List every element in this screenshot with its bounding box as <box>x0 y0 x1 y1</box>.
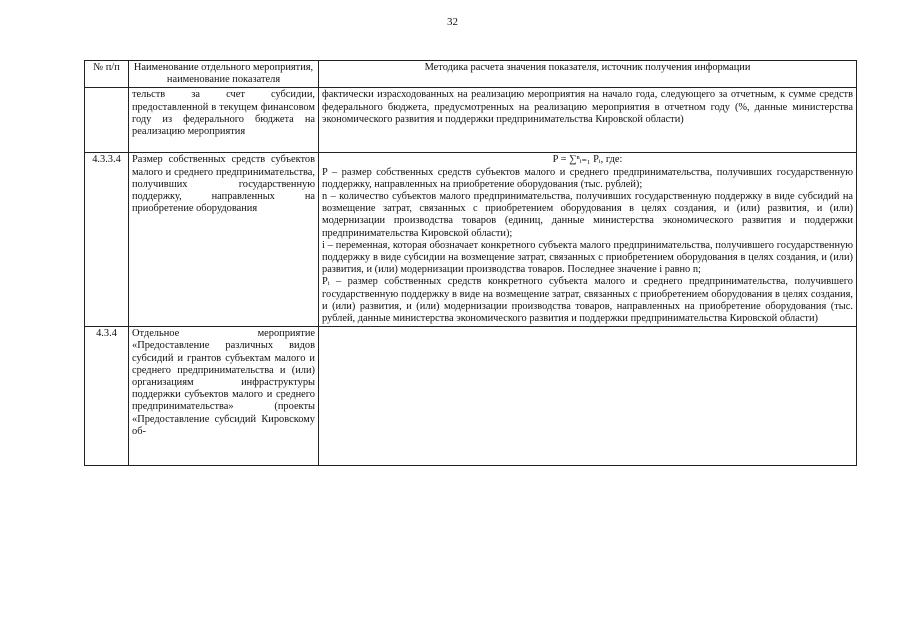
table-row <box>85 153 857 327</box>
cell-num: 4.3.4 <box>85 327 129 466</box>
header-name: Наименование отдельного мероприятия, наименование показателя <box>129 61 319 88</box>
header-num: № п/п <box>85 61 129 88</box>
cell-name: Отдельное мероприятие «Предоставление различных видов субсидий и грантов субъектам малого и среднего предпринимательства и (или) организациям инфраструктуры поддержки субъектов малого и среднего предпринимательства» (проекты «Предоставление субсидий Кировскому об- <box>129 327 319 466</box>
definition-p: P – размер собственных средств субъектов малого и среднего предпринимательства, получивших государственную поддержку, направленных на приобретение оборудования (тыс. рублей); <box>322 166 853 190</box>
definition-n: n – количество субъектов малого предпринимательства, получивших государственную поддержку в виде субсидий на возмещение затрат, связанных с приобретением оборудования в целях создания, и (или) развития, и (или) модернизации производства товаров (единиц, данные министерства экономического развития и поддержки предпринимательства Кировской области); <box>322 191 853 239</box>
cell-method <box>319 153 857 327</box>
cell-method <box>319 327 857 466</box>
cell-num <box>85 88 129 153</box>
definition-pi: Pᵢ – размер собственных средств конкретного субъекта малого и среднего предпринимательства, получившего государственную поддержку в виде на возмещение затрат, связанных с приобретением оборудования в целях создания, и (или) развития, и (или) модернизации производства товаров, направленных на приобретение оборудования (тыс. рублей, данные министерства экономического развития и поддержки предпринимательства Кировской области) <box>322 276 853 325</box>
table-row <box>85 327 857 466</box>
definition-i: i – переменная, которая обозначает конкретного субъекта малого предпринимательства, получившего государственную поддержку в виде субсидии на возмещение затрат, связанных с приобретением оборудования в целях создания, и (или) развития, и (или) модернизации производства товаров. Последнее значение i равно n; <box>322 239 853 276</box>
table-row <box>85 88 857 153</box>
formula: P = ∑ⁿᵢ₌₁ Pᵢ, где: <box>552 154 623 166</box>
cell-name: тельств за счет субсидии, предоставленной в текущем финансовом году из федерального бюджета на реализацию мероприятия <box>129 88 319 153</box>
page-number: 32 <box>447 16 458 28</box>
cell-num: 4.3.3.4 <box>85 153 129 327</box>
table-header-row <box>85 61 857 88</box>
cell-method: фактически израсходованных на реализацию мероприятия на начало года, следующего за отчетным, к сумме средств федерального бюджета, предусмотренных на реализацию мероприятия в отчетном году (%, данные министерства экономического развития и поддержки предпринимательства Кировской области) <box>319 88 857 153</box>
header-method: Методика расчета значения показателя, источник получения информации <box>319 61 857 88</box>
indicator-methodology-table <box>84 60 857 466</box>
cell-name: Размер собственных средств субъектов малого и среднего предпринимательства, получивших государственную поддержку, направленных на приобретение оборудования <box>129 153 319 327</box>
